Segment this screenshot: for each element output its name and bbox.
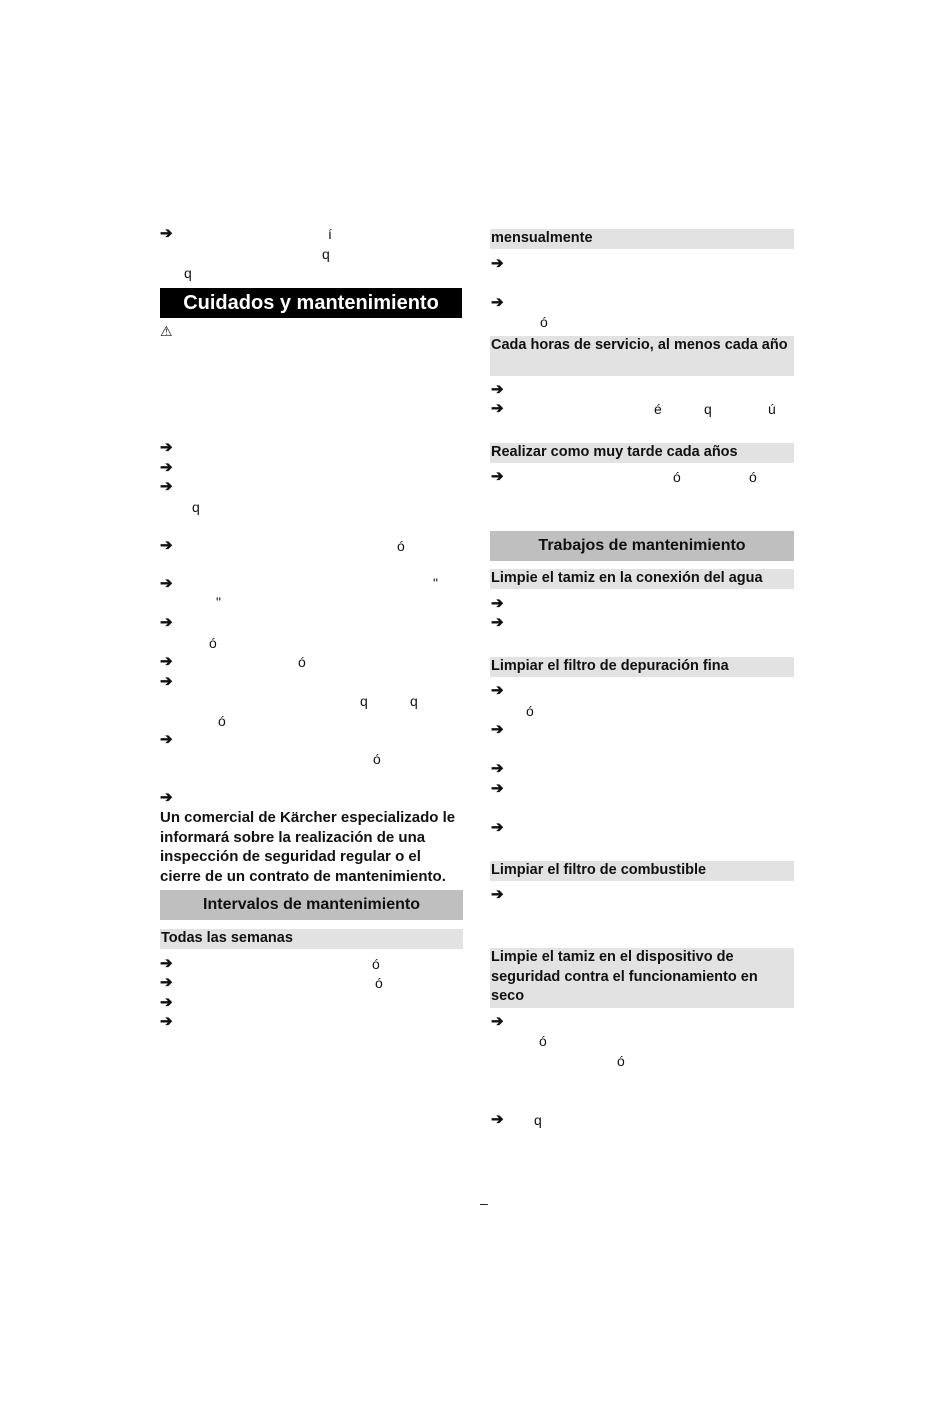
text-fragment: í — [328, 226, 332, 242]
dealer-note: Un comercial de Kärcher especializado le informará sobre la realización de una inspección de seguridad regular o el cierre de un contrato de mantenimiento. — [160, 809, 456, 885]
bullet-arrow-icon: ➔ — [491, 760, 504, 777]
bullet-arrow-icon: ➔ — [160, 731, 173, 748]
weekly-heading: Todas las semanas — [160, 929, 463, 949]
fuel-filter-heading: Limpiar el filtro de combustible — [490, 861, 794, 881]
text-fragment: ó — [617, 1053, 625, 1069]
bullet-arrow-icon: ➔ — [491, 819, 504, 836]
text-fragment: q — [704, 401, 712, 417]
bullet-arrow-icon: ➔ — [160, 537, 173, 554]
text-fragment: ó — [209, 635, 217, 651]
text-fragment: " — [216, 594, 221, 610]
bullet-arrow-icon: ➔ — [491, 886, 504, 903]
text-fragment: ó — [749, 469, 757, 485]
page-number: – — [480, 1195, 488, 1211]
text-fragment: ó — [298, 654, 306, 670]
bullet-arrow-icon: ➔ — [160, 575, 173, 592]
text-fragment: ó — [673, 469, 681, 485]
work-heading: Trabajos de mantenimiento — [490, 531, 794, 561]
bullet-arrow-icon: ➔ — [160, 459, 173, 476]
text-fragment: q — [410, 693, 418, 709]
text-fragment: ó — [218, 713, 226, 729]
bullet-arrow-icon: ➔ — [491, 595, 504, 612]
bullet-arrow-icon: ➔ — [160, 478, 173, 495]
bullet-arrow-icon: ➔ — [491, 255, 504, 272]
bullet-arrow-icon: ➔ — [491, 1013, 504, 1030]
text-fragment: " — [433, 575, 438, 591]
warning-icon: ⚠ — [160, 323, 173, 339]
text-fragment: ó — [539, 1033, 547, 1049]
bullet-arrow-icon: ➔ — [160, 955, 173, 972]
hours-heading: Cada horas de servicio, al menos cada año — [490, 336, 794, 376]
bullet-arrow-icon: ➔ — [160, 439, 173, 456]
bullet-arrow-icon: ➔ — [160, 789, 173, 806]
bullet-arrow-icon: ➔ — [491, 780, 504, 797]
filter-heading: Limpiar el filtro de depuración fina — [490, 657, 794, 677]
sieve-heading: Limpie el tamiz en la conexión del agua — [490, 569, 794, 589]
text-fragment: q — [360, 693, 368, 709]
bullet-arrow-icon: ➔ — [491, 1111, 504, 1128]
text-fragment: q — [322, 246, 330, 262]
bullet-arrow-icon: ➔ — [160, 614, 173, 631]
bullet-arrow-icon: ➔ — [491, 721, 504, 738]
intervals-heading: Intervalos de mantenimiento — [160, 890, 463, 920]
dry-run-sieve-heading: Limpie el tamiz en el dispositivo de seguridad contra el funcionamiento en seco — [490, 948, 794, 1008]
bullet-arrow-icon: ➔ — [160, 994, 173, 1011]
bullet-arrow-icon: ➔ — [160, 673, 173, 690]
bullet-arrow-icon: ➔ — [491, 381, 504, 398]
text-fragment: q — [192, 499, 200, 515]
text-fragment: q — [534, 1112, 542, 1128]
text-fragment: ó — [375, 975, 383, 991]
text-fragment: ó — [540, 314, 548, 330]
bullet-arrow-icon: ➔ — [491, 294, 504, 311]
bullet-arrow-icon: ➔ — [491, 468, 504, 485]
years-heading: Realizar como muy tarde cada años — [490, 443, 794, 463]
monthly-heading: mensualmente — [490, 229, 794, 249]
bullet-arrow-icon: ➔ — [160, 225, 173, 242]
text-fragment: q — [184, 265, 192, 281]
bullet-arrow-icon: ➔ — [491, 400, 504, 417]
text-fragment: ó — [372, 956, 380, 972]
text-fragment: ó — [373, 751, 381, 767]
bullet-arrow-icon: ➔ — [160, 974, 173, 991]
bullet-arrow-icon: ➔ — [160, 1013, 173, 1030]
care-heading: Cuidados y mantenimiento — [160, 288, 462, 318]
text-fragment: ó — [526, 703, 534, 719]
text-fragment: ó — [397, 538, 405, 554]
text-fragment: ú — [768, 401, 776, 417]
bullet-arrow-icon: ➔ — [491, 614, 504, 631]
bullet-arrow-icon: ➔ — [491, 682, 504, 699]
bullet-arrow-icon: ➔ — [160, 653, 173, 670]
text-fragment: é — [654, 401, 662, 417]
